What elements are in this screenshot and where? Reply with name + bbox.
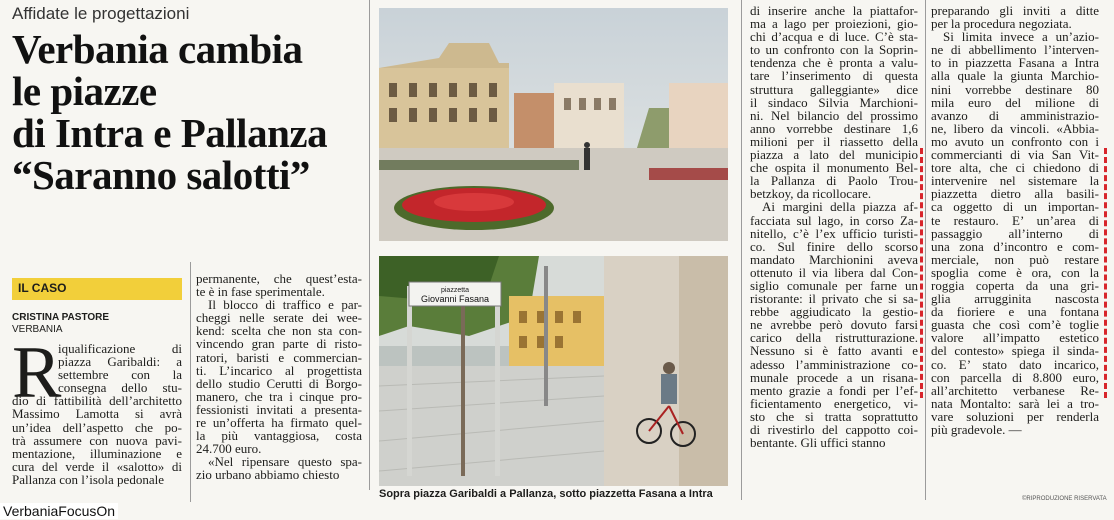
column-rule (369, 0, 370, 490)
text-line: ratori, baristi e commercian- (196, 349, 362, 365)
text-line: rebbe aggiudicato la gestio- (750, 304, 918, 320)
column-rule (190, 262, 191, 502)
text-line: piazzetta dietro alla basili- (931, 186, 1099, 202)
text-line: passaggio all’interno di (931, 225, 1099, 241)
text-line: consegna dello stu- (58, 380, 182, 396)
photo-piazzetta-fasana (379, 256, 728, 486)
annotation-mark-right (1104, 148, 1107, 398)
text-line: tendenza che è pronta a valu- (750, 55, 918, 71)
text-line: milioni per il riassetto della (750, 133, 918, 149)
text-line: ca oggetto di un importan- (931, 199, 1099, 215)
text-line: betzkoy, da ricollocare. (750, 186, 872, 202)
annotation-mark-left (920, 148, 923, 398)
text-line: dello studio Cerutti di Borgo- (196, 375, 362, 391)
author-byline: CRISTINA PASTORE (12, 312, 110, 323)
text-line: all’architetto verbanese Re- (931, 382, 1099, 398)
text-line: Il blocco di traffico e par- (208, 297, 362, 313)
text-line: munale procede a un risana- (750, 369, 918, 385)
text-line: nini vorrebbe destinare 80 (931, 81, 1099, 97)
text-line: un’idea dell’aspetto che po- (12, 419, 182, 435)
text-line: manero, che tra i cinque pro- (196, 388, 362, 404)
text-line: mentazione, illuminazione e (12, 445, 182, 461)
text-line: cura del verde il «salotto» di (12, 458, 182, 474)
text-line: carico della ristrutturazione. (750, 330, 918, 346)
text-line: iqualificazione di (58, 341, 182, 356)
text-line: dio di fattibilità dell’architetto (12, 393, 182, 409)
text-line: Si limita invece a un’azio- (943, 29, 1099, 45)
text-line: ne di abbellimento l’interven- (931, 42, 1099, 58)
text-line: kend: scelta che non sta con- (196, 323, 362, 339)
article-column-4 (931, 4, 1099, 436)
text-line: preparando gli inviti a ditte (931, 3, 1099, 18)
text-line: te è in fase sperimentale. (196, 284, 325, 300)
dateline: VERBANIA (12, 324, 63, 335)
kicker: Affidate le progettazioni (12, 4, 190, 23)
column-rule (925, 0, 926, 500)
text-line: sto che si tratta soprattutto (750, 408, 918, 424)
text-line: Nessuno si è fatto avanti e (750, 343, 918, 359)
text-line: che ospita il monumento Bel- (750, 160, 918, 176)
sign-line-1: piazzetta (440, 287, 470, 294)
text-line: roggia coperta da una gri- (931, 277, 1099, 293)
text-line: to in piazzetta Fasana a Intra (931, 55, 1099, 71)
text-line: spoglia come è ora, con la (931, 264, 1099, 280)
text-line: piazza a lato del municipio (750, 147, 918, 163)
text-line: co. E’ stato dato incarico, (931, 356, 1099, 372)
photo-caption: Sopra piazza Garibaldi a Pallanza, sotto piazzetta Fasana a Intra (379, 488, 713, 500)
text-line: anno vorrebbe destinare 1,6 (750, 120, 918, 136)
text-line: tare l’inserimento di questa (750, 68, 918, 84)
headline-line: di Intra e Pallanza (12, 110, 328, 156)
text-line: una zona d’incontro e com- (931, 238, 1099, 254)
text-line: da fioriere e una fontana (931, 304, 1099, 320)
text-line: siglio comunale per farne un (750, 277, 918, 293)
text-line: ni. Nel bilancio del prossimo (750, 107, 918, 123)
text-line: ne, libero da vincoli. «Abbia- (931, 120, 1099, 136)
text-line: del contesto» spiega il sinda- (931, 343, 1099, 359)
text-line: con parcella di 8.800 euro, (931, 369, 1099, 385)
text-line: glia arrugginita nascosta (931, 291, 1099, 307)
drop-cap: R (12, 332, 62, 414)
text-line: avanzo di amministrazio- (931, 107, 1099, 123)
headline-line: “Saranno salotti” (12, 152, 310, 198)
text-line: valore all’impatto estetico (931, 330, 1099, 346)
copyright-credit: ©RIPRODUZIONE RISERVATA (1022, 496, 1107, 502)
text-line: cheggi nelle serate dei wee- (196, 310, 362, 326)
text-line: struttura galleggiante» dice (750, 81, 918, 97)
text-line: «Nel ripensare questo spa- (208, 454, 362, 470)
text-line: mila euro del milione di (931, 94, 1099, 110)
text-line: te restauro. E’ un’area di (931, 212, 1099, 228)
section-tag: IL CASO (18, 281, 67, 295)
photo-piazza-garibaldi (379, 8, 728, 241)
text-line: la Pallanza di Paolo Trou- (750, 173, 918, 189)
headline-line: le piazze (12, 68, 157, 114)
text-line: fessionisti invitati a presenta- (196, 401, 362, 417)
text-line: alla quale la giunta Marchio- (931, 68, 1099, 84)
text-line: guasta che così com’è toglie (931, 317, 1099, 333)
text-line: mandato Marchionini aveva (750, 251, 918, 267)
text-line: ristorante: il privato che si sa- (750, 291, 918, 307)
text-line: vare soluzioni per renderla (931, 408, 1099, 424)
text-line: zio urbano abbiamo chiesto (196, 467, 340, 483)
text-line: ne avrebbe però dovuto farsi (750, 317, 918, 333)
text-line: più gradevole. — (931, 422, 1022, 437)
text-line: ottenuto il via libera dal Con- (750, 264, 918, 280)
text-line: ti. L’incarico al progettista (196, 362, 362, 378)
text-line: piazza Garibaldi: a (58, 354, 182, 370)
text-line: to un confronto con la Soprin- (750, 42, 918, 58)
sign-line-2: Giovanni Fasana (420, 294, 490, 304)
text-line: re un’offerta ha firmato quel- (196, 415, 362, 431)
article-column-3 (750, 4, 918, 449)
text-line: nitello, c’è l’ex ufficio turisti- (750, 225, 918, 241)
text-line: Pallanza con l’isola pedonale (12, 471, 164, 487)
text-line: intervenire nel sistemare la (931, 173, 1099, 189)
text-line: Massimo Lamotta si avrà (12, 406, 182, 422)
text-line: merciale, non può restare (931, 251, 1099, 267)
text-line: trà assumere con nuova pavi- (12, 432, 182, 448)
text-line: la più vantaggiosa, costa (196, 428, 362, 444)
brand-watermark: VerbaniaFocusOn (0, 503, 118, 519)
text-line: di inserire anche la piattafor- (750, 3, 918, 18)
text-line: adesso l’amministrazione co- (750, 356, 918, 372)
text-line: tore alta, che ci chiedono di (931, 160, 1099, 176)
text-line: il sindaco Silvia Marchioni- (750, 94, 918, 110)
text-line: commercianti di via San Vit- (931, 147, 1099, 163)
text-line: ficientamento energetico, vi- (750, 395, 918, 411)
text-line: 24.700 euro. (196, 441, 262, 457)
text-line: mo avuto un confronto con i (931, 133, 1099, 149)
text-line: bentante. Gli uffici stanno (750, 435, 886, 451)
text-line: per la procedura negoziata. (931, 16, 1072, 32)
column-rule (741, 0, 742, 500)
text-line: ma a lago per proiezioni, gio- (750, 16, 918, 32)
text-line: settembre con la (58, 367, 182, 383)
text-line: permanente, che quest’esta- (196, 271, 362, 286)
text-line: chi d’acqua e di luce. C’è sta- (750, 29, 918, 45)
text-line: facciata sul lago, in corso Za- (750, 212, 918, 228)
text-line: Ai margini della piazza af- (762, 199, 918, 215)
text-line: mento grazie a fondi per l’ef- (750, 382, 918, 398)
text-line: di rivestirlo del cappotto coi- (750, 422, 918, 437)
article-column-2 (196, 272, 362, 482)
text-line: co. Sul finire dello scorso (750, 238, 918, 254)
headline-line: Verbania cambia (12, 26, 303, 72)
text-line: nata Montalto: sarà lei a tro- (931, 395, 1099, 411)
text-line: vincendo gran parte di risto- (196, 336, 362, 352)
headline (12, 28, 362, 196)
article-column-1 (12, 342, 182, 486)
